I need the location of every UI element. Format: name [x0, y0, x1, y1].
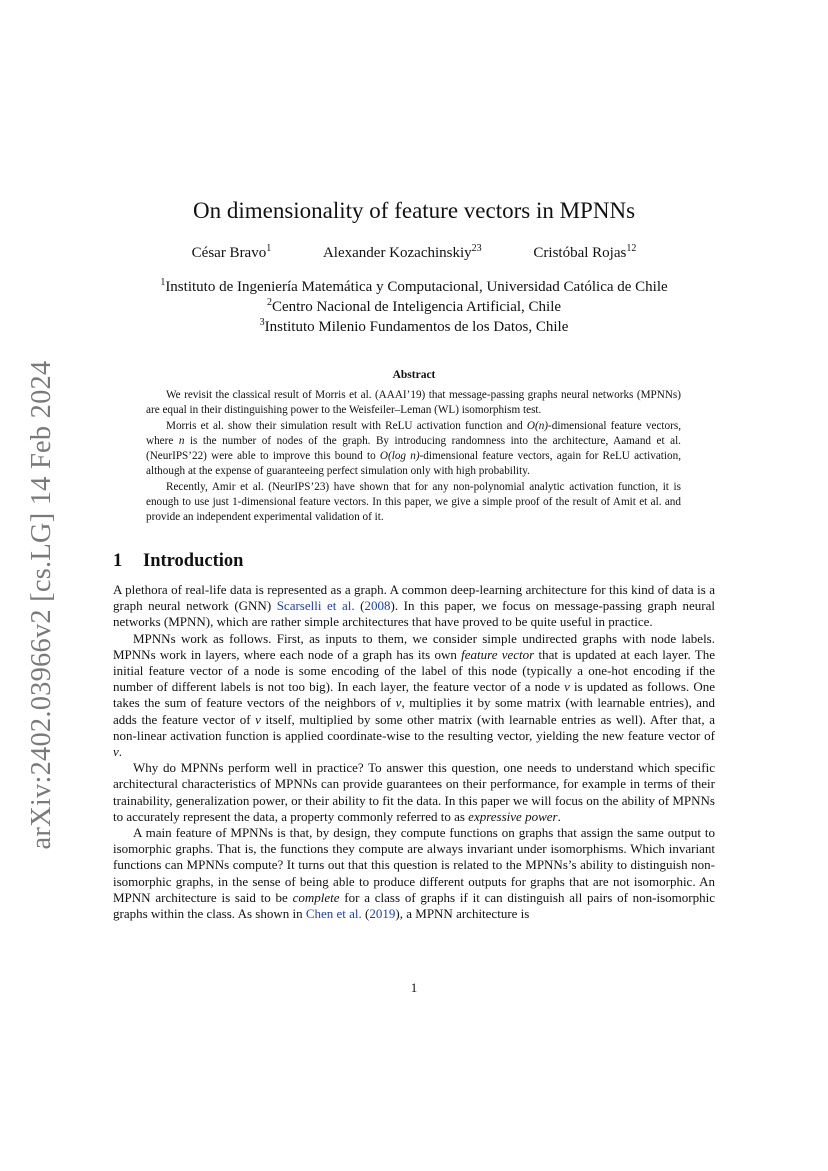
page-number: 1 — [410, 980, 418, 995]
affiliation — [0, 297, 828, 317]
body-paragraph: Why do MPNNs perform well in practice? To answer this question, one needs to understand which specific architectural characteristics of MPNNs can provide guarantees on their performance, for example in terms of their trainability, generalization power, or their ability to fit the data. In this paper we will focus on the ability of MPNNs to accurately represent the data, a property commonly referred to as expressive power. — [113, 760, 715, 824]
affiliation — [0, 277, 828, 297]
arxiv-sidebar — [20, 362, 64, 848]
math-variable: v — [564, 679, 570, 695]
affiliation-mark: 2 — [266, 297, 272, 308]
affiliation-mark: 1 — [266, 243, 272, 254]
emphasis: complete — [292, 889, 340, 905]
affiliation-mark: 12 — [626, 243, 637, 254]
author — [323, 245, 482, 262]
citation-year-link[interactable]: 2008 — [364, 598, 391, 614]
affiliation-list — [0, 277, 828, 337]
math-expression: O(n) — [526, 419, 549, 432]
section-title: Introduction — [143, 551, 244, 571]
affiliation-text: Centro Nacional de Inteligencia Artificial, Chile — [271, 299, 562, 315]
emphasis: expressive power — [468, 808, 558, 824]
emphasis: feature vector — [461, 646, 535, 662]
body-paragraph: A main feature of MPNNs is that, by design, they compute functions on graphs that assign the same output to isomorphic graphs. That is, the functions they compute are always invariant under isomorphisms. Which invariant functions can MPNNs compute? It turns out that this question is related to the MPNNs’s ability to distinguish non-isomorphic graphs, in the sense of being able to produce different outputs for graphs that are not isomorphic. An MPNN architecture is said to be complete for a class of graphs if it can distinguish all pairs of non-isomorphic graphs within the class. As shown in Chen et al. (2019), a MPNN architecture is — [113, 825, 715, 922]
author — [533, 245, 636, 262]
affiliation-text: Instituto Milenio Fundamentos de los Datos, Chile — [264, 319, 569, 335]
body-paragraph: A plethora of real-life data is represented as a graph. A common deep-learning architecture for this kind of data is a graph neural network (GNN) Scarselli et al. (2008). In this paper, we focus on message-passing graph neural networks (MPNN), which are rather simple architectures that have proved to be quite useful in practice. — [113, 582, 715, 630]
abstract-paragraph: We revisit the classical result of Morris et al. (AAAI’19) that message-passing graphs neural networks (MPNNs) are equal in their distinguishing power to the Weisfeiler–Leman (WL) isomorphism test. — [146, 389, 681, 417]
introduction-body — [113, 582, 715, 922]
author — [192, 245, 272, 262]
math-expression: O(log n) — [379, 450, 420, 463]
section-heading — [113, 551, 243, 572]
affiliation-mark: 1 — [160, 277, 166, 288]
math-variable: v — [395, 695, 402, 711]
section-number: 1 — [113, 551, 123, 571]
author-name: Alexander Kozachinskiy — [322, 245, 472, 261]
author-list — [0, 245, 828, 262]
author-name: César Bravo — [191, 245, 267, 261]
body-paragraph: MPNNs work as follows. First, as inputs to them, we consider simple undirected graphs with node labels. MPNNs work in layers, where each node of a graph has its own feature vector that is updated at each layer. The initial feature vector of a node is some encoding of the label of this node (typically a one-hot encoding if the number of different labels is not too big). In each layer, the feature vector of a node v is updated as follows. One takes the sum of feature vectors of the neighbors of v, multiplies it by some matrix (with learnable entries), and adds the feature vector of v itself, multiplied by some other matrix (with learnable entries as well). After that, a non-linear activation function is applied coordinate-wise to the resulting vector, yielding the new feature vector of v. — [113, 630, 715, 760]
abstract-heading: Abstract — [392, 369, 436, 381]
affiliation-text: Instituto de Ingeniería Matemática y Computacional, Universidad Católica de Chile — [165, 279, 668, 295]
citation-link[interactable]: Scarselli et al. — [276, 598, 355, 614]
citation-link[interactable]: Chen et al. — [305, 906, 362, 922]
citation-year-link[interactable]: 2019 — [369, 906, 396, 922]
math-expression: n — [178, 434, 185, 447]
affiliation-mark: 23 — [471, 243, 482, 254]
paper-title: On dimensionality of feature vectors in MPNNs — [192, 198, 636, 223]
arxiv-identifier: arXiv:2402.03966v2 [cs.LG] 14 Feb 2024 — [26, 360, 57, 850]
math-variable: v — [113, 744, 119, 760]
abstract-paragraph: Recently, Amir et al. (NeurIPS’23) have shown that for any non-polynomial analytic activation function, it is enough to use just 1-dimensional feature vectors. In this paper, we give a simple proof of the result of Amit et al. and provide an independent experimental validation of it. — [146, 480, 681, 524]
author-name: Cristóbal Rojas — [533, 245, 627, 261]
abstract-paragraph: Morris et al. show their simulation result with ReLU activation function and O(n)-dimensional feature vectors, where n is the number of nodes of the graph. By introducing randomness into the architecture, Aamand et al. (NeurIPS’22) were able to improve this bound to O(log n)-dimensional feature vectors, again for ReLU activation, although at the expense of guaranteeing perfect simulation only with high probability. — [146, 419, 682, 478]
abstract-body — [146, 388, 681, 526]
affiliation — [0, 317, 828, 337]
affiliation-mark: 3 — [259, 317, 265, 328]
math-variable: v — [255, 711, 261, 727]
